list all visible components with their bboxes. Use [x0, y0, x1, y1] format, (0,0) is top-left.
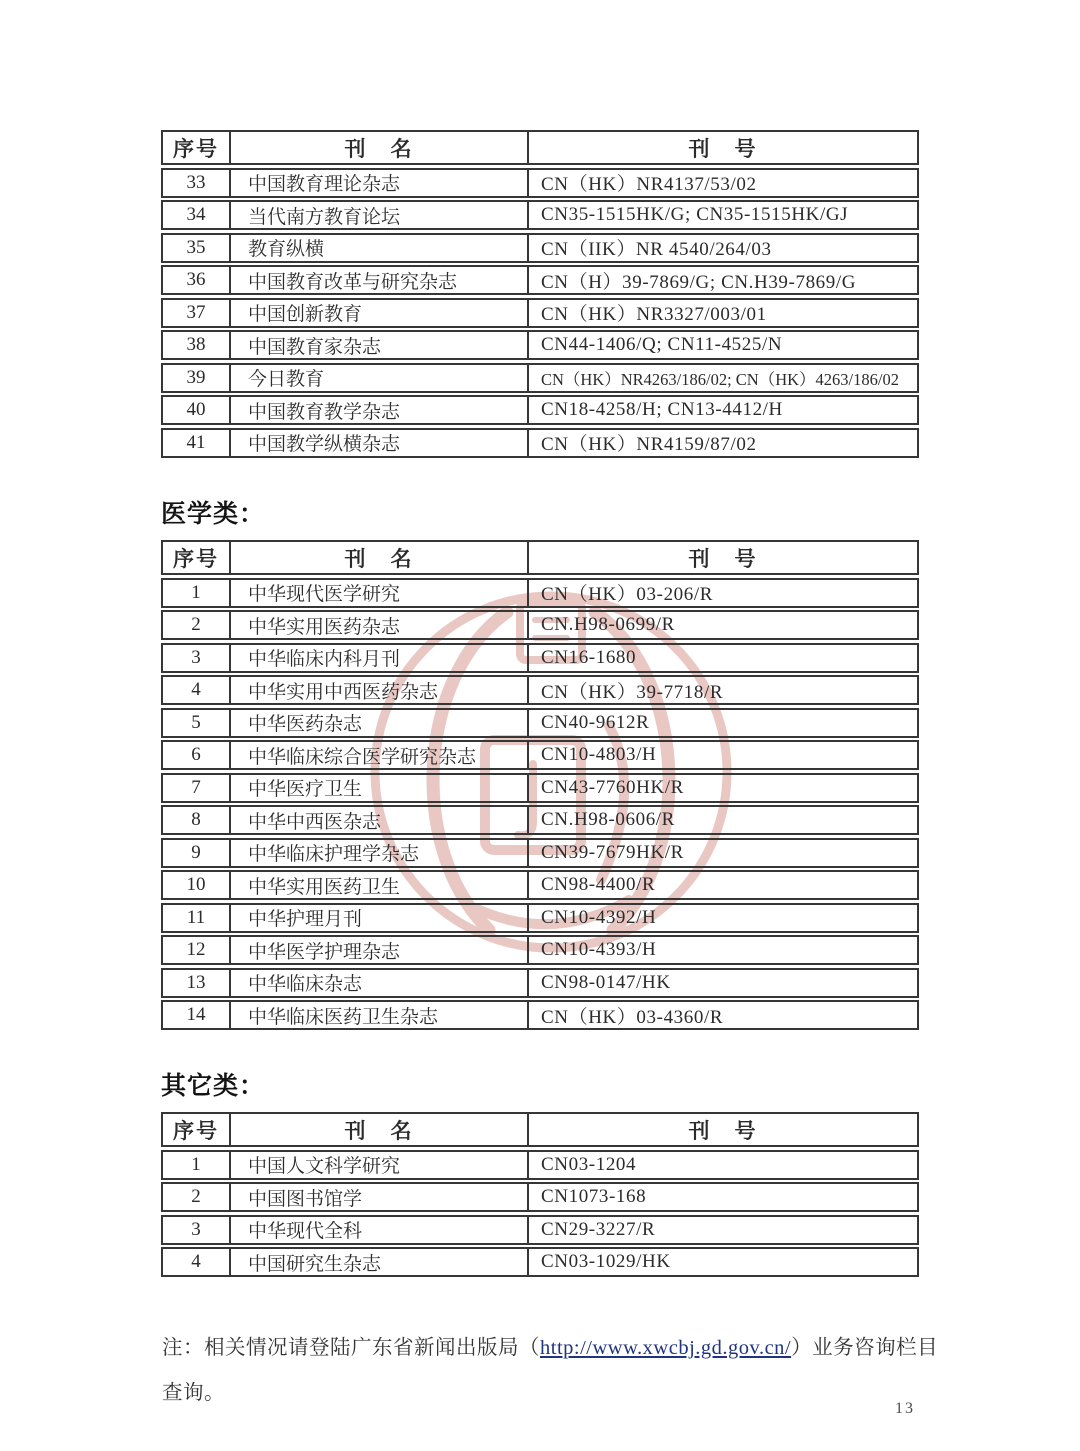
table-row [161, 428, 919, 458]
row-index-cell: 4 [191, 679, 201, 700]
journal-code-cell: CN44-1406/Q; CN11-4525/N [527, 332, 917, 358]
education-journals-table [161, 130, 919, 460]
journal-code-cell: CN（HK）NR3327/003/01 [527, 300, 917, 326]
table-row [161, 740, 919, 770]
journal-name-cell: 中华实用医药杂志 [229, 612, 527, 638]
row-index-cell: 10 [186, 874, 206, 895]
journal-code-cell: CN（IIK）NR 4540/264/03 [527, 235, 917, 261]
row-index-cell: 6 [191, 744, 201, 765]
journal-name-cell: 中华现代全科 [229, 1217, 527, 1243]
row-index-cell: 40 [186, 399, 206, 420]
col-header-name: 刊 名 [229, 542, 527, 573]
journal-name-cell: 中华临床内科月刊 [229, 645, 527, 671]
journal-code-cell: CN（HK）NR4263/186/02; CN（HK）4263/186/02 [527, 365, 917, 391]
journal-code-cell: CN（HK）03-206/R [527, 580, 917, 606]
section-heading-other: 其它类： [161, 1072, 266, 1100]
journal-name-cell: 中华临床护理学杂志 [229, 840, 527, 866]
row-index-cell: 14 [186, 1004, 206, 1025]
table-row [161, 578, 919, 608]
journal-code-cell: CN98-0147/HK [527, 970, 917, 996]
journal-code-cell: CN.H98-0699/R [527, 612, 917, 638]
col-header-code: 刊 号 [527, 132, 917, 163]
table-row [161, 675, 919, 705]
table-header-row [161, 130, 919, 165]
row-index-cell: 11 [186, 906, 206, 928]
journal-name-cell: 中华临床综合医学研究杂志 [229, 742, 527, 768]
journal-code-cell: CN（HK）NR4137/53/02 [527, 170, 917, 196]
row-index-cell: 1 [191, 1153, 201, 1175]
row-index-cell: 3 [191, 646, 201, 668]
journal-name-cell: 中国教学纵横杂志 [229, 430, 527, 456]
table-row [161, 805, 919, 835]
journal-code-cell: CN（H）39-7869/G; CN.H39-7869/G [527, 267, 917, 293]
table-header-row [161, 1112, 919, 1147]
journal-code-cell: CN03-1029/HK [527, 1249, 917, 1275]
table-row [161, 1000, 919, 1030]
journal-name-cell: 中国图书馆学 [229, 1184, 527, 1210]
table-row [161, 298, 919, 328]
row-index-cell: 8 [191, 809, 201, 830]
col-header-index: 序号 [173, 136, 219, 161]
table-row [161, 968, 919, 998]
journal-name-cell: 中国人文科学研究 [229, 1152, 527, 1178]
table-row [161, 233, 919, 263]
row-index-cell: 7 [191, 776, 201, 798]
table-row [161, 1215, 919, 1245]
journal-name-cell: 中华医疗卫生 [229, 775, 527, 801]
journal-name-cell: 中华医学护理杂志 [229, 937, 527, 963]
table-row [161, 773, 919, 803]
row-index-cell: 9 [191, 841, 201, 863]
table-row [161, 935, 919, 965]
journal-code-cell: CN18-4258/H; CN13-4412/H [527, 397, 917, 423]
journal-code-cell: CN39-7679HK/R [527, 840, 917, 866]
table-row [161, 200, 919, 230]
journal-name-cell: 教育纵横 [229, 235, 527, 261]
journal-name-cell: 中国研究生杂志 [229, 1249, 527, 1275]
col-header-code: 刊 号 [527, 542, 917, 573]
row-index-cell: 37 [186, 301, 206, 323]
table-row [161, 1150, 919, 1180]
row-index-cell: 34 [186, 204, 206, 225]
footnote-text-suffix: ）业务咨询栏目查询。 [162, 1337, 939, 1404]
col-header-name: 刊 名 [229, 132, 527, 163]
row-index-cell: 3 [191, 1218, 201, 1240]
footnote-link[interactable]: http://www.xwcbj.gd.gov.cn/ [540, 1337, 792, 1359]
journal-name-cell: 中国教育教学杂志 [229, 397, 527, 423]
journal-code-cell: CN35-1515HK/G; CN35-1515HK/GJ [527, 202, 917, 228]
journal-code-cell: CN.H98-0606/R [527, 807, 917, 833]
table-row [161, 870, 919, 900]
journal-code-cell: CN10-4393/H [527, 937, 917, 963]
row-index-cell: 5 [191, 711, 201, 733]
table-row [161, 708, 919, 738]
journal-code-cell: CN40-9612R [527, 710, 917, 736]
journal-name-cell: 中国教育理论杂志 [229, 170, 527, 196]
table-header-row [161, 540, 919, 575]
journal-name-cell: 中华临床医药卫生杂志 [229, 1002, 527, 1028]
row-index-cell: 39 [186, 366, 206, 388]
other-journals-table [161, 1112, 919, 1280]
journal-code-cell: CN10-4392/H [527, 905, 917, 931]
table-row [161, 330, 919, 360]
row-index-cell: 2 [191, 614, 201, 635]
journal-name-cell: 中华护理月刊 [229, 905, 527, 931]
table-row [161, 395, 919, 425]
table-row [161, 610, 919, 640]
row-index-cell: 4 [191, 1251, 201, 1272]
table-row [161, 1247, 919, 1277]
journal-name-cell: 中华中西医杂志 [229, 807, 527, 833]
col-header-index: 序号 [173, 1118, 219, 1143]
row-index-cell: 35 [186, 236, 206, 258]
footnote [162, 1326, 948, 1416]
journal-name-cell: 中华现代医学研究 [229, 580, 527, 606]
journal-name-cell: 中华临床杂志 [229, 970, 527, 996]
col-header-name: 刊 名 [229, 1114, 527, 1145]
table-row [161, 168, 919, 198]
row-index-cell: 36 [186, 269, 206, 290]
table-row [161, 265, 919, 295]
row-index-cell: 12 [186, 939, 206, 960]
row-index-cell: 41 [186, 431, 206, 453]
journal-code-cell: CN（HK）NR4159/87/02 [527, 430, 917, 456]
journal-code-cell: CN43-7760HK/R [527, 775, 917, 801]
journal-name-cell: 中华实用医药卫生 [229, 872, 527, 898]
journal-code-cell: CN98-4400/R [527, 872, 917, 898]
journal-name-cell: 中国教育家杂志 [229, 332, 527, 358]
medical-journals-table [161, 540, 919, 1033]
row-index-cell: 13 [186, 971, 206, 993]
table-row [161, 363, 919, 393]
journal-name-cell: 中华实用中西医药杂志 [229, 677, 527, 703]
journal-name-cell: 当代南方教育论坛 [229, 202, 527, 228]
row-index-cell: 38 [186, 334, 206, 355]
table-row [161, 903, 919, 933]
table-row [161, 643, 919, 673]
journal-code-cell: CN16-1680 [527, 645, 917, 671]
journal-code-cell: CN（HK）03-4360/R [527, 1002, 917, 1028]
col-header-index: 序号 [173, 546, 219, 571]
journal-name-cell: 今日教育 [229, 365, 527, 391]
page-number: 13 [895, 1400, 915, 1417]
journal-code-cell: CN1073-168 [527, 1184, 917, 1210]
journal-name-cell: 中华医药杂志 [229, 710, 527, 736]
journal-code-cell: CN03-1204 [527, 1152, 917, 1178]
footnote-text-prefix: 注：相关情况请登陆广东省新闻出版局（ [162, 1337, 540, 1359]
table-row [161, 1182, 919, 1212]
journal-code-cell: CN（HK）39-7718/R [527, 677, 917, 703]
col-header-code: 刊 号 [527, 1114, 917, 1145]
section-heading-medical: 医学类： [161, 500, 266, 528]
row-index-cell: 33 [186, 171, 206, 193]
journal-name-cell: 中国教育改革与研究杂志 [229, 267, 527, 293]
journal-name-cell: 中国创新教育 [229, 300, 527, 326]
table-row [161, 838, 919, 868]
row-index-cell: 2 [191, 1186, 201, 1207]
row-index-cell: 1 [191, 581, 201, 603]
journal-code-cell: CN10-4803/H [527, 742, 917, 768]
journal-code-cell: CN29-3227/R [527, 1217, 917, 1243]
